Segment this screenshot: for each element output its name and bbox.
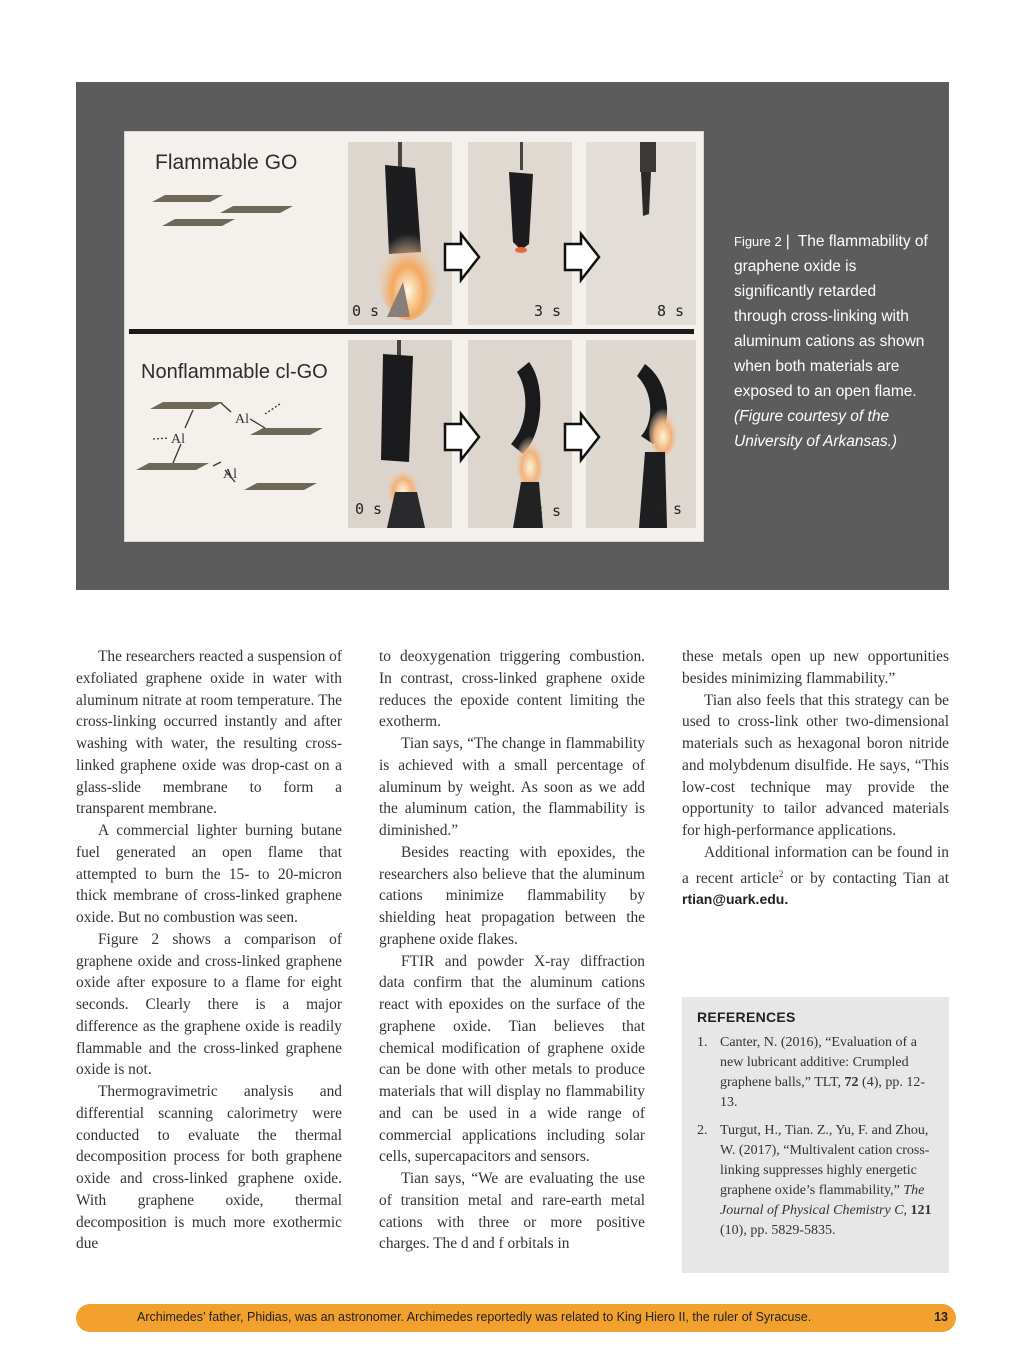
paragraph-contact [682, 842, 949, 911]
reference-number: 2. [697, 1123, 708, 1138]
al-label: Al [223, 467, 237, 482]
reference-part: Turgut, H., Tian. Z., Yu, F. and Zhou, W. (2017), “Multivalent cation cross-linking suppresses highly energetic graphene oxide’s flammability,” [720, 1123, 930, 1198]
article-column-2 [379, 646, 645, 1255]
reference-number: 1. [697, 1035, 708, 1050]
paragraph: Tian also feels that this strategy can be used to cross-link other two-dimensional materials such as hexagonal boron nitride and molybdenum disulfide. He says, “This low-cost technique may provide the opportunity to tailor advanced materials for high-performance applications. [682, 691, 949, 839]
reference-part: Canter, N. (2016), “Evaluation of a new lubricant additive: Crumpled graphene balls,” TLT, [720, 1035, 917, 1090]
contact-text: Additional information can be found in a recent article [682, 843, 949, 887]
reference-item [697, 1033, 937, 1113]
reference-text [720, 1033, 937, 1113]
citation-superscript: 2 [778, 868, 784, 879]
footer-fact: Archimedes’ father, Phidias, was an astronomer. Archimedes reportedly was related to King Hiero II, the ruler of Syracuse. [137, 1310, 812, 1324]
reference-journal: The Journal of Physical Chemistry C [720, 1183, 925, 1218]
go-sheets-top [152, 195, 293, 226]
paragraph: Tian says, “The change in flammability is achieved with a small percentage of aluminum by weight. As soon as we add the aluminum cation, the flammability is diminished.” [379, 735, 645, 839]
bottom-photo-row [348, 340, 696, 528]
paragraph: Thermogravimetric analysis and differential scanning calorimetry were conducted to evaluate the thermal decomposition process for both graphene oxide and cross-linked graphene oxide. With graphene oxide, thermal decomposition is much more exothermic due [76, 1083, 342, 1253]
article-column-1 [76, 646, 342, 1255]
references-list [697, 1033, 937, 1249]
paragraph: to deoxygenation triggering combustion. In contrast, cross-linked graphene oxide reduces the epoxide content limiting the exotherm. [379, 648, 645, 731]
figure-photo [124, 131, 704, 542]
caption-credit: (Figure courtesy of the University of Arkansas.) [734, 408, 898, 450]
page-number: 13 [934, 1310, 948, 1324]
contact-text: or by contacting Tian at [783, 869, 949, 887]
time-label: 0 s [352, 302, 380, 320]
references-box [682, 997, 949, 1273]
time-label: 3 s [534, 502, 562, 520]
time-label: 0 s [355, 500, 383, 518]
figure-caption [734, 229, 929, 454]
figure-divider [129, 329, 694, 334]
paragraph: these metals open up new opportunities besides minimizing flammability.” [682, 648, 949, 687]
paragraph: The researchers reacted a suspension of exfoliated graphene oxide in water with aluminum nitrate at room temperature. The cross-linking occurred instantly and after washing with water, the resulting cross-linked graphene oxide was drop-cast on a glass-slide membrane to form a transparent membrane. [76, 648, 342, 818]
top-photo-row [348, 142, 696, 325]
reference-item [697, 1121, 937, 1241]
nonflammable-clgo-title: Nonflammable cl-GO [141, 361, 328, 383]
caption-separator: | [785, 233, 790, 250]
figure-label: Figure 2 [734, 234, 782, 249]
clgo-sheets [136, 402, 323, 490]
reference-volume: 121 [910, 1203, 932, 1218]
references-heading: REFERENCES [697, 1009, 796, 1025]
paragraph: A commercial lighter burning butane fuel generated an open flame that attempted to burn the 15- to 20-micron thick membrane of cross-linked graphene oxide. But no combustion was seen. [76, 822, 342, 926]
footer-bar [76, 1304, 956, 1332]
al-label: Al [171, 432, 185, 447]
reference-part: , [903, 1203, 911, 1218]
flammable-go-title: Flammable GO [155, 151, 298, 174]
paragraph: Tian says, “We are evaluating the use of transition metal and rare-earth metal cations with three or more positive charges. The d and f orbitals in [379, 1170, 645, 1253]
paragraph: FTIR and powder X-ray diffraction data confirm that the aluminum cations react with epoxides on the surface of the graphene oxide. Tian believes that chemical modification of graphene oxide can be done with other metals to produce materials that will display no flammability and can be used in a wide range of commercial applications including solar cells, supercapacitors and sensors. [379, 952, 645, 1166]
reference-part: (10), pp. 5829-5835. [720, 1223, 836, 1238]
reference-text [720, 1121, 937, 1241]
paragraph: Besides reacting with epoxides, the researchers also believe that the aluminum cations minimize flammability by shielding heat propagation between the graphene oxide flakes. [379, 843, 645, 948]
reference-volume: 72 [844, 1075, 859, 1090]
article-column-3 [682, 646, 949, 911]
email-link[interactable]: rtian@uark.edu. [682, 891, 789, 908]
time-label: 3 s [534, 302, 562, 320]
time-label: 8 s [657, 302, 685, 320]
al-label: Al [235, 412, 249, 427]
flammability-figure [125, 132, 703, 541]
paragraph: Figure 2 shows a comparison of graphene oxide and cross-linked graphene oxide after exposure to a flame for eight seconds. Clearly there is a major difference as the graphene oxide is readily flammable and the cross-linked graphene oxide is not. [76, 930, 342, 1079]
caption-text: The flammability of graphene oxide is significantly retarded through cross-linking with aluminum cations as shown when both materials are exposed to an open flame. [734, 233, 928, 400]
reference-part: (4), pp. 12-13. [720, 1075, 926, 1110]
time-label: 8 s [655, 500, 683, 518]
